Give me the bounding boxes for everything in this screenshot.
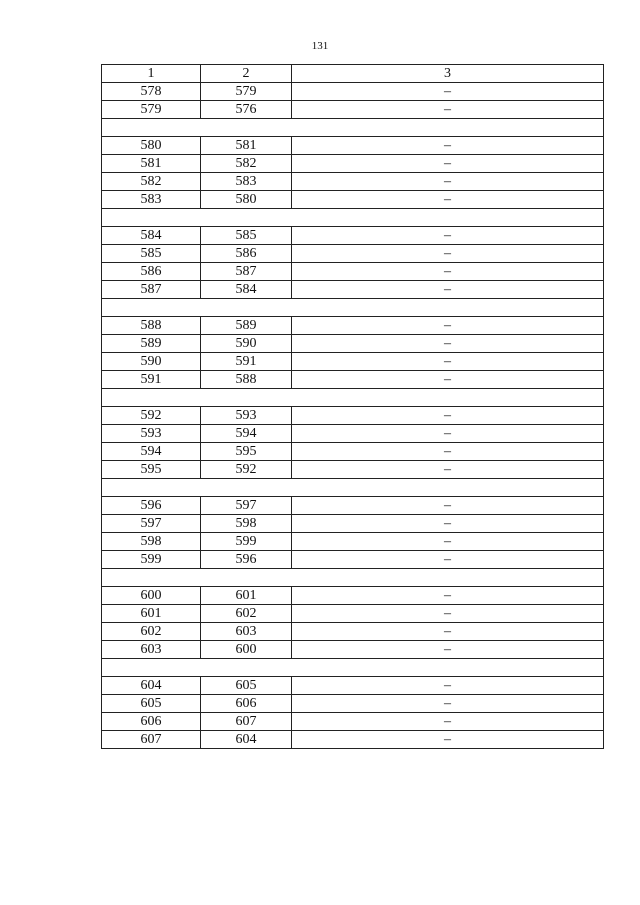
table-row (102, 425, 604, 443)
table-row (102, 101, 604, 119)
table-cell-col-2: 595 (201, 443, 292, 461)
separator-cell (102, 389, 604, 407)
table-cell-col-1: 586 (102, 263, 201, 281)
table-cell-col-2: 581 (201, 137, 292, 155)
table-cell-col-2: 597 (201, 497, 292, 515)
table-cell-col-1: 582 (102, 173, 201, 191)
table-row (102, 353, 604, 371)
table-cell-col-1: 584 (102, 227, 201, 245)
table-cell-col-2: 585 (201, 227, 292, 245)
table-cell-col-1: 603 (102, 641, 201, 659)
table-cell-col-1: 590 (102, 353, 201, 371)
table-cell-col-1: 587 (102, 281, 201, 299)
group-separator-row (102, 479, 604, 497)
table-cell-col-2: 593 (201, 407, 292, 425)
table-cell-col-2: 606 (201, 695, 292, 713)
table-row (102, 245, 604, 263)
table-row (102, 155, 604, 173)
separator-cell (102, 299, 604, 317)
table-cell-col-3: – (292, 137, 604, 155)
table-cell-col-1: 606 (102, 713, 201, 731)
table-cell-col-1: 589 (102, 335, 201, 353)
table-cell-col-3: – (292, 353, 604, 371)
table-row (102, 281, 604, 299)
table-cell-col-3: – (292, 677, 604, 695)
table-cell-col-2: 592 (201, 461, 292, 479)
table-row (102, 731, 604, 749)
table-cell-col-2: 602 (201, 605, 292, 623)
table-cell-col-1: 591 (102, 371, 201, 389)
table-cell-col-3: – (292, 713, 604, 731)
table-row (102, 515, 604, 533)
header-row (102, 65, 604, 83)
table-cell-col-1: 588 (102, 317, 201, 335)
separator-cell (102, 659, 604, 677)
table-cell-col-3: – (292, 155, 604, 173)
table-cell-col-1: 594 (102, 443, 201, 461)
table-cell-col-1: 581 (102, 155, 201, 173)
table-cell-col-1: 585 (102, 245, 201, 263)
table-cell-col-3: – (292, 191, 604, 209)
table-cell-col-2: 588 (201, 371, 292, 389)
table-row (102, 173, 604, 191)
table-cell-col-1: 595 (102, 461, 201, 479)
table-cell-col-2: 594 (201, 425, 292, 443)
table-row (102, 227, 604, 245)
separator-cell (102, 119, 604, 137)
table-row (102, 641, 604, 659)
table-cell-col-2: 583 (201, 173, 292, 191)
table-row (102, 623, 604, 641)
page-number: 131 (311, 40, 329, 52)
table-cell-col-3: – (292, 587, 604, 605)
table-cell-col-1: 596 (102, 497, 201, 515)
table-row (102, 371, 604, 389)
table-cell-col-3: – (292, 425, 604, 443)
header-col-3: 3 (292, 65, 604, 83)
group-separator-row (102, 659, 604, 677)
table-cell-col-3: – (292, 515, 604, 533)
table-row (102, 83, 604, 101)
table-cell-col-2: 600 (201, 641, 292, 659)
table-row (102, 533, 604, 551)
table-cell-col-3: – (292, 407, 604, 425)
table-row (102, 335, 604, 353)
table-cell-col-3: – (292, 173, 604, 191)
table-cell-col-1: 599 (102, 551, 201, 569)
table-cell-col-1: 592 (102, 407, 201, 425)
table-cell-col-2: 587 (201, 263, 292, 281)
table-cell-col-3: – (292, 317, 604, 335)
table-cell-col-3: – (292, 605, 604, 623)
table-cell-col-3: – (292, 335, 604, 353)
table-cell-col-1: 578 (102, 83, 201, 101)
table-cell-col-2: 576 (201, 101, 292, 119)
table-cell-col-2: 599 (201, 533, 292, 551)
table-cell-col-3: – (292, 731, 604, 749)
group-separator-row (102, 209, 604, 227)
table-row (102, 695, 604, 713)
table-row (102, 407, 604, 425)
table-cell-col-3: – (292, 533, 604, 551)
table-cell-col-2: 584 (201, 281, 292, 299)
table-cell-col-3: – (292, 695, 604, 713)
table-cell-col-2: 590 (201, 335, 292, 353)
table-cell-col-2: 579 (201, 83, 292, 101)
table-cell-col-1: 579 (102, 101, 201, 119)
data-table (101, 64, 604, 749)
table-row (102, 713, 604, 731)
separator-cell (102, 209, 604, 227)
table-cell-col-3: – (292, 641, 604, 659)
table-cell-col-1: 604 (102, 677, 201, 695)
table-row (102, 263, 604, 281)
header-col-2: 2 (201, 65, 292, 83)
group-separator-row (102, 299, 604, 317)
table-cell-col-1: 598 (102, 533, 201, 551)
table-cell-col-2: 589 (201, 317, 292, 335)
table-row (102, 137, 604, 155)
table-row (102, 443, 604, 461)
table-cell-col-3: – (292, 371, 604, 389)
table-row (102, 551, 604, 569)
table-cell-col-1: 600 (102, 587, 201, 605)
table-cell-col-1: 607 (102, 731, 201, 749)
table-row (102, 677, 604, 695)
table-row (102, 317, 604, 335)
table-body (102, 83, 604, 749)
table-cell-col-2: 605 (201, 677, 292, 695)
table-cell-col-2: 582 (201, 155, 292, 173)
table-cell-col-3: – (292, 551, 604, 569)
group-separator-row (102, 569, 604, 587)
table-cell-col-3: – (292, 497, 604, 515)
table-cell-col-1: 601 (102, 605, 201, 623)
table-cell-col-3: – (292, 263, 604, 281)
table-cell-col-3: – (292, 245, 604, 263)
table-cell-col-3: – (292, 623, 604, 641)
table-cell-col-2: 596 (201, 551, 292, 569)
table-cell-col-1: 597 (102, 515, 201, 533)
table-cell-col-2: 586 (201, 245, 292, 263)
table-cell-col-2: 580 (201, 191, 292, 209)
table-cell-col-2: 601 (201, 587, 292, 605)
table-row (102, 461, 604, 479)
table-cell-col-2: 607 (201, 713, 292, 731)
table-cell-col-2: 598 (201, 515, 292, 533)
table-cell-col-1: 583 (102, 191, 201, 209)
table-cell-col-3: – (292, 101, 604, 119)
header-col-1: 1 (102, 65, 201, 83)
table-row (102, 587, 604, 605)
table-cell-col-3: – (292, 83, 604, 101)
separator-cell (102, 479, 604, 497)
table-cell-col-1: 580 (102, 137, 201, 155)
table-cell-col-1: 605 (102, 695, 201, 713)
table-cell-col-2: 604 (201, 731, 292, 749)
table-cell-col-2: 591 (201, 353, 292, 371)
table-cell-col-1: 593 (102, 425, 201, 443)
group-separator-row (102, 119, 604, 137)
table-cell-col-1: 602 (102, 623, 201, 641)
table-cell-col-3: – (292, 461, 604, 479)
table-cell-col-3: – (292, 227, 604, 245)
table-row (102, 191, 604, 209)
table-cell-col-2: 603 (201, 623, 292, 641)
table-cell-col-3: – (292, 281, 604, 299)
separator-cell (102, 569, 604, 587)
group-separator-row (102, 389, 604, 407)
table-row (102, 497, 604, 515)
table-cell-col-3: – (292, 443, 604, 461)
table-row (102, 605, 604, 623)
